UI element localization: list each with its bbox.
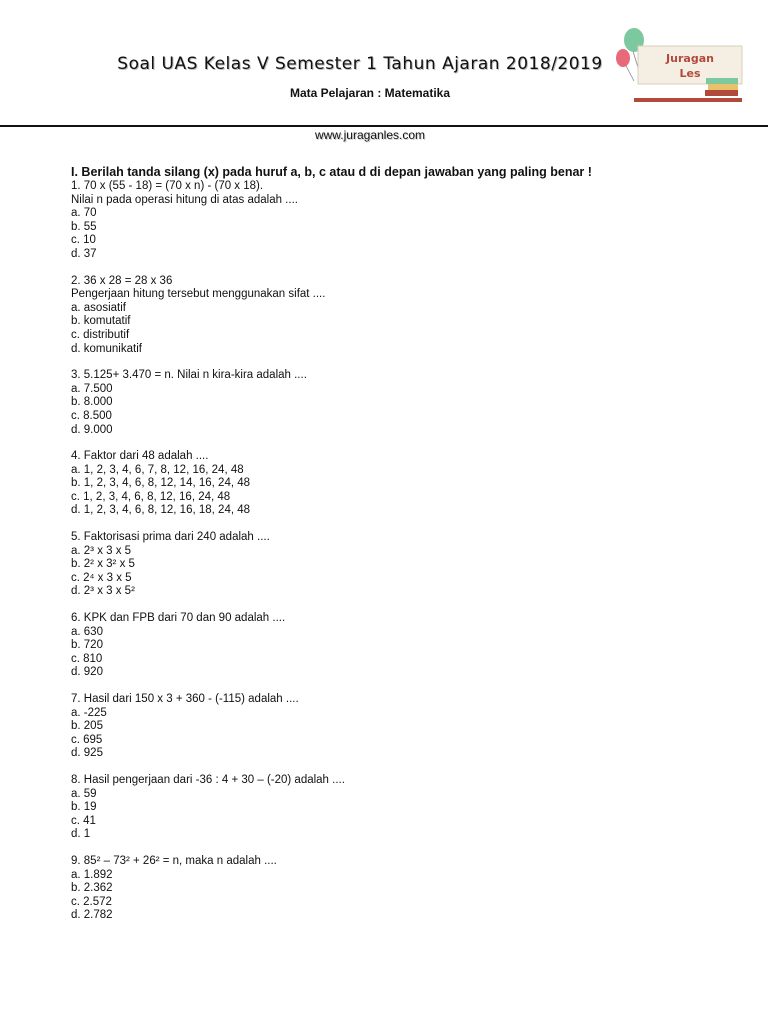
answer-option[interactable]: a. 1.892 [71, 868, 113, 881]
answer-option[interactable]: d. 1, 2, 3, 4, 6, 8, 12, 16, 18, 24, 48 [71, 504, 251, 517]
answer-option[interactable]: b. 205 [71, 720, 103, 733]
question-stem: 3. 5.125+ 3.470 = n. Nilai n kira-kira adalah .... [71, 369, 307, 382]
answer-option[interactable]: d. 2³ x 3 x 5² [71, 585, 135, 598]
answer-option[interactable]: c. 41 [71, 814, 96, 827]
question-7 [71, 693, 731, 761]
balloon-pink-icon [616, 49, 630, 67]
answer-option[interactable]: c. 8.500 [71, 409, 112, 422]
answer-option[interactable]: a. asosiatif [71, 301, 126, 314]
book-icon [706, 78, 738, 84]
answer-option[interactable]: b. 720 [71, 639, 103, 652]
juragan-les-logo [610, 26, 750, 106]
answer-option[interactable]: b. 2² x 3² x 5 [71, 558, 135, 571]
answer-option[interactable]: d. 1 [71, 828, 91, 841]
answer-option[interactable]: d. 37 [71, 247, 97, 260]
header-rule [0, 125, 768, 127]
logo-text-2: Les [679, 67, 701, 80]
question-stem: 5. Faktorisasi prima dari 240 adalah .... [71, 531, 270, 544]
answer-option[interactable]: d. 925 [71, 747, 103, 760]
answer-option[interactable]: a. 7.500 [71, 382, 113, 395]
answer-option[interactable]: d. 2.782 [71, 909, 113, 922]
answer-option[interactable]: a. 59 [71, 787, 97, 800]
question-stem: 9. 85² – 73² + 26² = n, maka n adalah .... [71, 854, 277, 867]
answer-option[interactable]: c. 810 [71, 652, 103, 665]
answer-option[interactable]: b. 55 [71, 220, 97, 233]
logo-text-1: Juragan [666, 52, 714, 65]
question-stem-detail: Nilai n pada operasi hitung di atas adalah .... [71, 193, 298, 206]
question-list [71, 180, 731, 923]
answer-option[interactable]: c. 10 [71, 234, 96, 247]
subject-label: Mata Pelajaran : Matematika [289, 86, 451, 100]
question-stem: 7. Hasil dari 150 x 3 + 360 - (-115) adalah .... [71, 693, 299, 705]
question-stem: 8. Hasil pengerjaan dari -36 : 4 + 30 – (-20) adalah .... [71, 773, 345, 786]
answer-option[interactable]: d. 9.000 [71, 423, 113, 436]
page-title: Soal UAS Kelas V Semester 1 Tahun Ajaran 2018/2019 [117, 54, 603, 74]
answer-option[interactable]: c. 2⁴ x 3 x 5 [71, 571, 132, 584]
answer-option[interactable]: a. 70 [71, 207, 97, 220]
question-6 [71, 612, 731, 680]
question-stem: 2. 36 x 28 = 28 x 36 [71, 274, 173, 287]
answer-option[interactable]: c. distributif [71, 328, 130, 341]
book-icon [708, 84, 738, 90]
website-link[interactable]: www.juraganles.com [314, 128, 426, 142]
question-9 [71, 855, 731, 923]
question-1 [71, 180, 731, 262]
answer-option[interactable]: c. 695 [71, 733, 103, 746]
answer-option[interactable]: a. -225 [71, 706, 107, 719]
answer-option[interactable]: b. 2.362 [71, 882, 113, 895]
answer-option[interactable]: b. komutatif [71, 315, 131, 328]
answer-option[interactable]: d. 920 [71, 666, 103, 679]
question-stem: 6. KPK dan FPB dari 70 dan 90 adalah .... [71, 612, 286, 625]
question-stem-detail: Pengerjaan hitung tersebut menggunakan sifat .... [71, 288, 326, 301]
question-2 [71, 275, 731, 357]
answer-option[interactable]: b. 19 [71, 801, 97, 814]
answer-option[interactable]: c. 1, 2, 3, 4, 6, 8, 12, 16, 24, 48 [71, 490, 231, 503]
answer-option[interactable]: c. 2.572 [71, 895, 112, 908]
answer-option[interactable]: a. 630 [71, 625, 103, 638]
answer-option[interactable]: a. 2³ x 3 x 5 [71, 544, 132, 557]
question-stem: 1. 70 x (55 - 18) = (70 x n) - (70 x 18). [71, 180, 264, 192]
question-8 [71, 774, 731, 842]
question-stem: 4. Faktor dari 48 adalah .... [71, 450, 209, 463]
question-sheet [71, 165, 731, 936]
instruction: I. Berilah tanda silang (x) pada huruf a, b, c atau d di depan jawaban yang paling benar ! [71, 165, 592, 179]
answer-option[interactable]: d. komunikatif [71, 342, 142, 355]
answer-option[interactable]: b. 8.000 [71, 396, 113, 409]
answer-option[interactable]: b. 1, 2, 3, 4, 6, 8, 12, 14, 16, 24, 48 [71, 477, 251, 490]
book-icon [705, 90, 738, 96]
question-4 [71, 450, 731, 518]
question-5 [71, 531, 731, 599]
question-3 [71, 369, 731, 437]
answer-option[interactable]: a. 1, 2, 3, 4, 6, 7, 8, 12, 16, 24, 48 [71, 463, 244, 476]
